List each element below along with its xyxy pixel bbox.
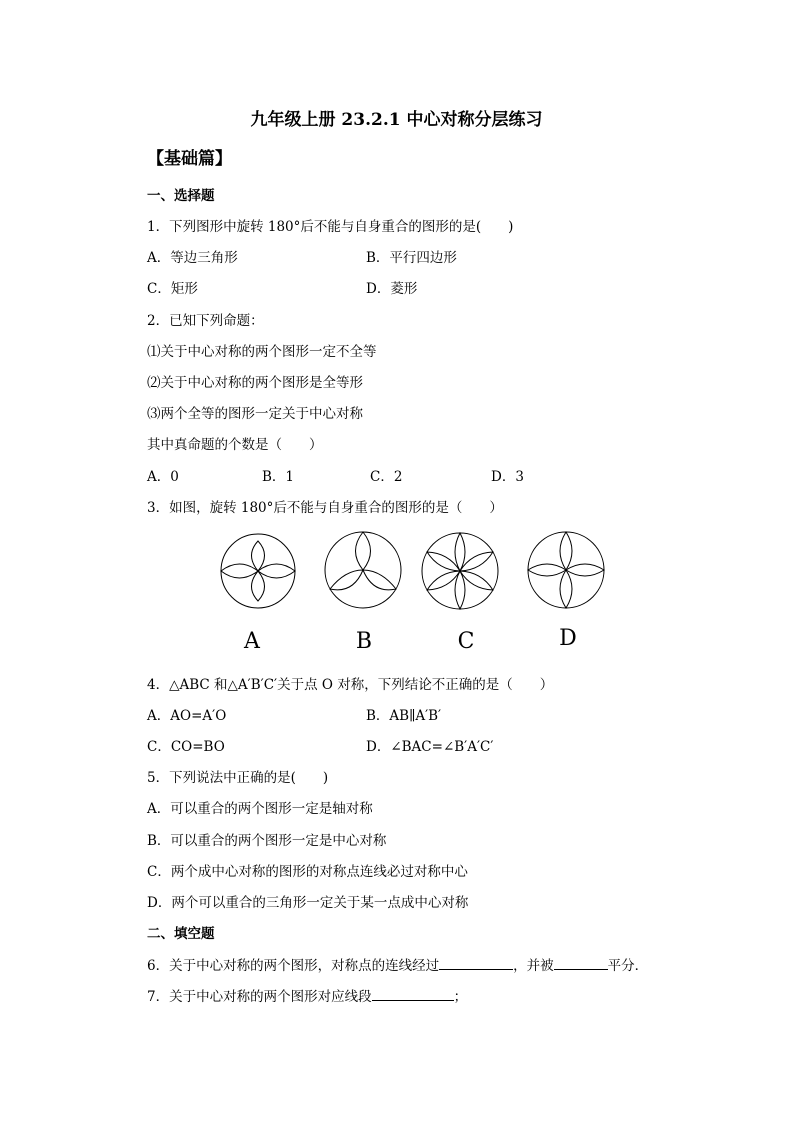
q4-option-c: C．CO=BO (147, 739, 225, 755)
q7-text-post: ； (453, 989, 468, 1005)
q2-option-b: B．1 (262, 469, 295, 485)
part-heading-fill: 二、填空题 (147, 926, 215, 942)
q4-option-d: D．∠BAC=∠B′A′C′ (366, 739, 494, 755)
q6-text-post: 平分． (607, 958, 649, 974)
q2-statement-3: ⑶两个全等的图形一定关于中心对称 (147, 406, 363, 422)
figure-b-rosette (322, 529, 404, 611)
figure-label-b: B (355, 629, 373, 654)
page-title: 九年级上册 23.2.1 中心对称分层练习 (250, 110, 543, 130)
q1-option-c: C．矩形 (147, 281, 198, 297)
q5-option-a: A．可以重合的两个图形一定是轴对称 (147, 801, 373, 817)
q1-option-d: D．菱形 (366, 281, 418, 297)
figure-label-d: D (559, 626, 577, 651)
q2-stem: 2．已知下列命题： (147, 313, 264, 329)
q7-text-pre: 7．关于中心对称的两个图形对应线段 (147, 989, 372, 1005)
q4-option-b: B．AB∥A′B′ (366, 708, 442, 724)
figure-a-rosette (218, 531, 298, 611)
q4-stem: 4．△ABC 和△A′B′C′关于点 O 对称，下列结论不正确的是（ ） (147, 677, 554, 693)
q6-answer-blank-1[interactable] (439, 956, 513, 970)
q6-text-mid: ，并被 (513, 958, 554, 974)
q7-answer-blank[interactable] (372, 987, 454, 1001)
q5-option-d: D．两个可以重合的三角形一定关于某一点成中心对称 (147, 895, 469, 911)
q6-line (147, 956, 648, 975)
q4-option-a: A．AO=A′O (147, 708, 227, 724)
q5-option-c: C．两个成中心对称的图形的对称点连线必过对称中心 (147, 864, 468, 880)
figure-d-rosette (525, 529, 607, 611)
q3-stem: 3．如图，旋转 180°后不能与自身重合的图形的是（ ） (147, 500, 503, 516)
q6-text-pre: 6．关于中心对称的两个图形，对称点的连线经过 (147, 958, 440, 974)
figure-label-a: A (244, 629, 260, 654)
figure-c-rosette (419, 530, 501, 612)
q1-option-a: A．等边三角形 (147, 250, 238, 266)
part-heading-choice: 一、选择题 (147, 188, 215, 204)
q7-line (147, 987, 467, 1006)
q5-option-b: B．可以重合的两个图形一定是中心对称 (147, 833, 387, 849)
q2-statement-1: ⑴关于中心对称的两个图形一定不全等 (147, 344, 377, 360)
section-basic: 【基础篇】 (147, 149, 232, 169)
q2-option-a: A．0 (147, 469, 179, 485)
figure-label-c: C (457, 629, 475, 654)
q2-statement-2: ⑵关于中心对称的两个图形是全等形 (147, 375, 363, 391)
q2-option-d: D．3 (491, 469, 524, 485)
q6-answer-blank-2[interactable] (554, 956, 608, 970)
q2-option-c: C．2 (370, 469, 403, 485)
q5-stem: 5．下列说法中正确的是( ) (147, 770, 329, 786)
q1-option-b: B．平行四边形 (366, 250, 457, 266)
q2-ask: 其中真命题的个数是（ ） (147, 437, 323, 453)
q1-stem: 1．下列图形中旋转 180°后不能与自身重合的图形的是( ) (147, 219, 514, 235)
